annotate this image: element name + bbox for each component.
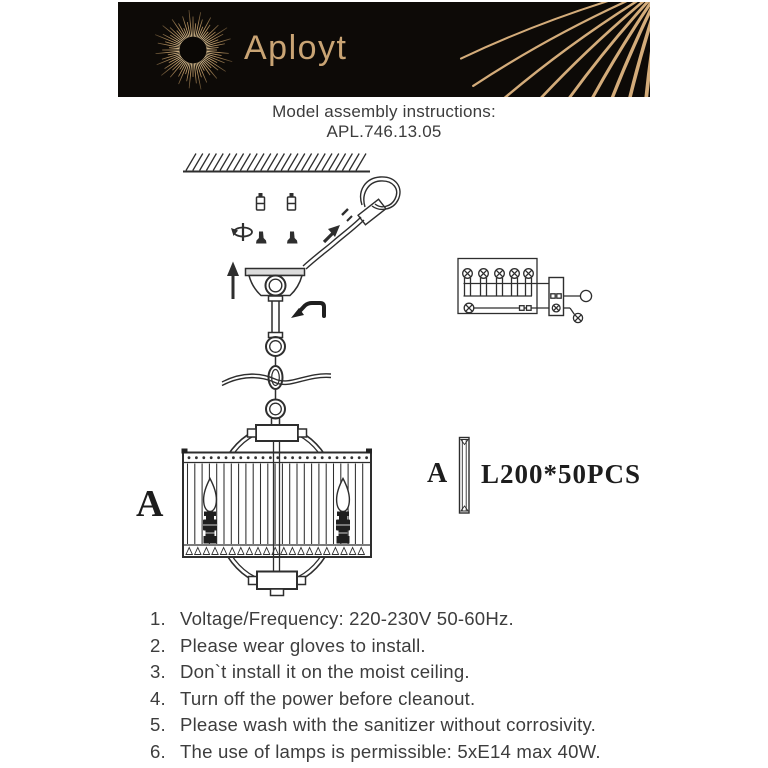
detail-size-label: L200*50PCS [481,459,642,489]
center-rod [274,441,280,572]
lamp-symbol-icon [463,269,473,296]
instruction-item [150,686,601,713]
wall-anchor-icon [257,193,265,210]
power-wires [303,177,400,269]
instruction-text: Please wear gloves to install. [180,634,426,656]
crossing-wire [222,374,331,386]
drum-bottom-pendants [186,548,364,555]
brand-name: Aployt [244,28,348,67]
crystal-rod-detail [460,438,470,514]
instruction-number: 1. [150,608,166,629]
wiring-diagram [458,259,592,323]
instruction-item [150,606,601,633]
instruction-item [150,739,601,766]
bottom-block [249,572,306,596]
instruction-text: The use of lamps is permissible: 5xE14 max 40W. [180,740,601,762]
chandelier-frame [214,425,340,586]
ceiling-hatch [186,154,366,171]
screw-icon [256,232,267,244]
instruction-number: 3. [150,661,166,683]
diagonal-arrow-icon [324,225,340,242]
crystal-rods [188,464,363,545]
crystal-drum-shade [182,449,373,558]
rotate-arrow-icon [231,223,252,241]
instruction-text: Please wash with the sanitizer without corrosivity. [180,714,596,736]
starburst-center [180,37,206,63]
candle-bulb-icon [203,479,217,544]
detail-part-label-a: A [427,458,448,489]
instruction-text: Voltage/Frequency: 220-230V 50-60Hz. [180,608,514,629]
brand-banner [118,2,650,97]
instruction-text: Turn off the power before cleanout. [180,687,476,709]
instructions-list [150,606,601,766]
instruction-number: 2. [150,634,166,656]
up-arrow-icon [227,262,239,300]
hanging-chain [266,296,285,425]
hook-tool-icon [291,303,324,318]
chandelier-label-a: A [136,483,164,525]
instruction-text: Don`t install it on the moist ceiling. [180,661,470,683]
page-title: Model assembly instructions: [272,102,496,121]
title-block [0,102,768,141]
instruction-number: 5. [150,714,166,736]
drum-top-beads [188,456,368,459]
ceiling-canopy [246,269,305,296]
instruction-number: 4. [150,687,166,709]
banner-art [118,2,650,97]
instruction-item [150,659,601,686]
corner-rays-icon [461,2,650,97]
instruction-number: 6. [150,740,166,762]
instruction-item [150,712,601,739]
instruction-item [150,633,601,660]
model-number: APL.746.13.05 [326,121,442,141]
